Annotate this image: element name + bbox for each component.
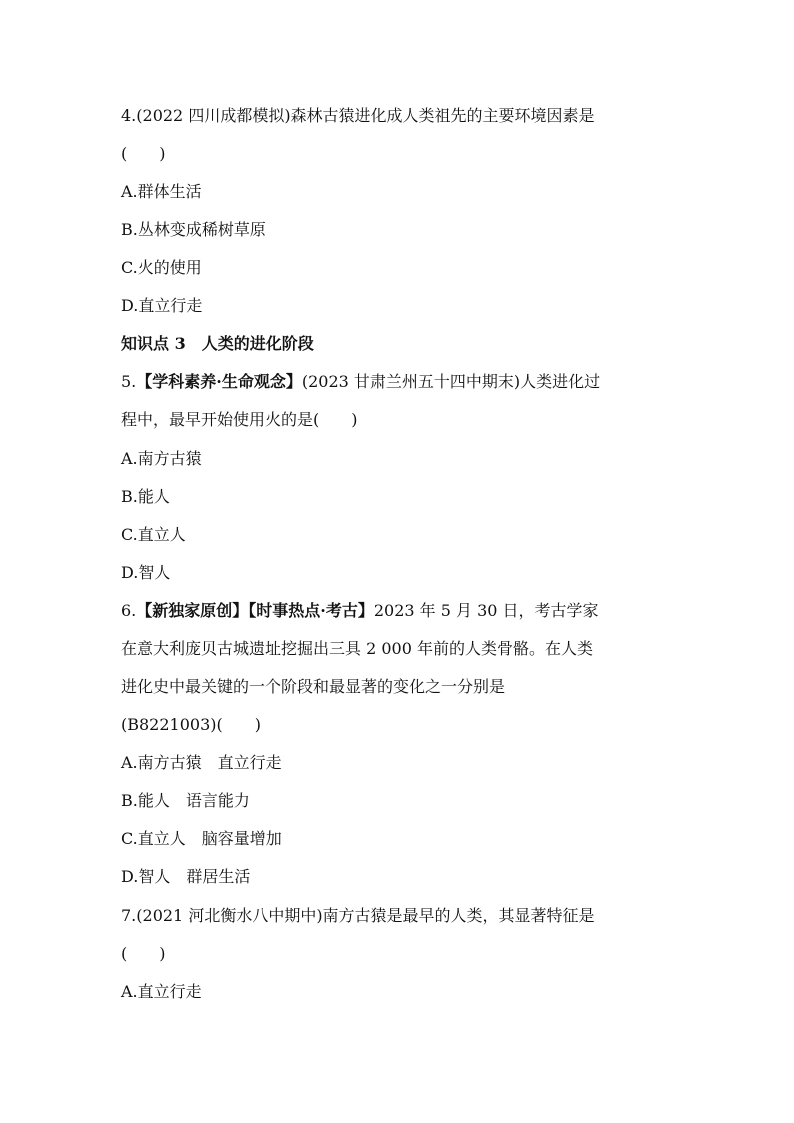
- q5-option-d: D.智人: [121, 563, 171, 582]
- q6-stem-line1: [121, 600, 681, 622]
- q4-option-a: A.群体生活: [121, 182, 202, 201]
- q5-stem-line1: [121, 371, 681, 393]
- q5-number: 5.: [121, 372, 137, 391]
- q4-stem: 4.(2022 四川成都模拟)森林古猿进化成人类祖先的主要环境因素是: [121, 106, 595, 125]
- q6-stem-text: 2023 年 5 月 30 日，考古学家: [373, 601, 599, 620]
- q5-option-c: C.直立人: [121, 525, 186, 544]
- q5-tag: 【学科素养·生命观念】: [136, 372, 302, 391]
- q6-option-a: A.南方古猿 直立行走: [121, 753, 282, 772]
- q6-stem-line4: (B8221003)( ): [121, 715, 261, 734]
- q6-tag: 【新独家原创】【时事热点·考古】: [136, 601, 374, 620]
- q7-stem: 7.(2021 河北衡水八中期中)南方古猿是最早的人类，其显著特征是: [121, 906, 595, 925]
- q6-option-c: C.直立人 脑容量增加: [121, 829, 282, 848]
- section-heading: 知识点 3 人类的进化阶段: [121, 334, 314, 353]
- q5-option-a: A.南方古猿: [121, 449, 202, 468]
- q7-option-a: A.直立行走: [121, 982, 202, 1001]
- q7-answer-paren: ( ): [121, 944, 166, 963]
- q6-stem-line2: 在意大利庞贝古城遗址挖掘出三具 2 000 年前的人类骨骼。在人类: [121, 639, 593, 658]
- q6-number: 6.: [121, 601, 137, 620]
- q4-option-d: D.直立行走: [121, 296, 203, 315]
- q5-option-b: B.能人: [121, 487, 170, 506]
- q4-answer-paren: ( ): [121, 144, 166, 163]
- q4-option-b: B.丛林变成稀树草原: [121, 220, 266, 239]
- q6-option-b: B.能人 语言能力: [121, 791, 250, 810]
- q6-option-d: D.智人 群居生活: [121, 867, 251, 886]
- q5-stem-text: (2023 甘肃兰州五十四中期末)人类进化过: [301, 372, 601, 391]
- q4-option-c: C.火的使用: [121, 258, 202, 277]
- q6-stem-line3: 进化史中最关键的一个阶段和最显著的变化之一分别是: [121, 677, 506, 696]
- q5-stem-line2: 程中，最早开始使用火的是( ): [121, 410, 358, 429]
